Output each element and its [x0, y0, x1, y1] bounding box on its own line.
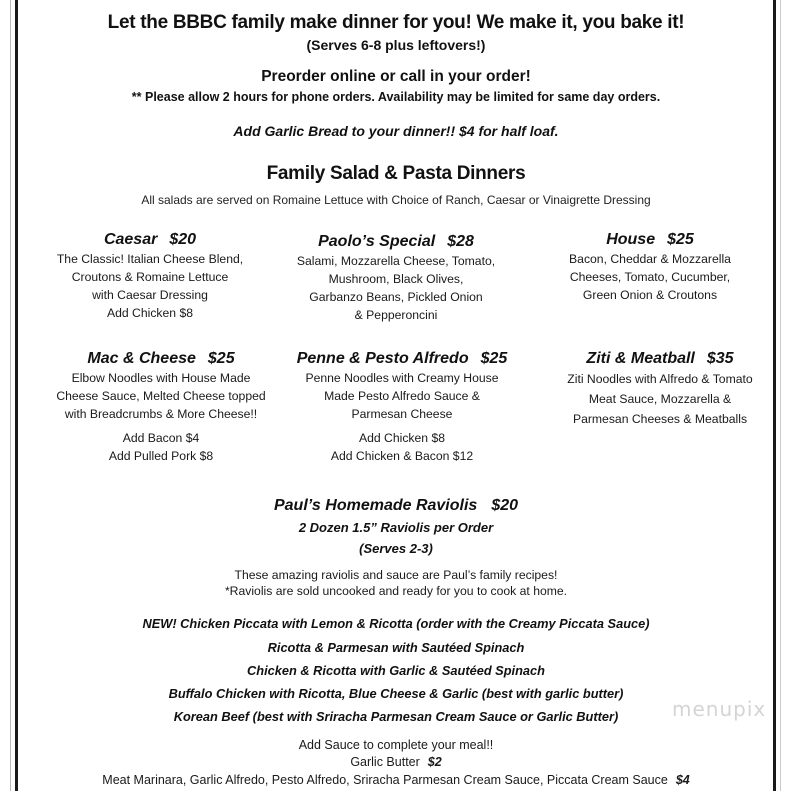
description-line: Made Pesto Alfredo Sauce &: [324, 389, 480, 403]
item-price: $20: [169, 231, 197, 248]
item-name: Paolo’s Special: [318, 233, 436, 250]
description-line: Ziti Noodles with Alfredo & Tomato: [567, 372, 753, 386]
menu-item-mac-and-cheese: [30, 348, 292, 465]
phone-order-notice: ** Please allow 2 hours for phone orders. Availability may be limited for same day orders.: [131, 90, 661, 104]
sauce-others: [0, 773, 792, 787]
menu-item-paolos-special: [271, 231, 521, 324]
item-description: [30, 250, 270, 322]
headline: Let the BBBC family make dinner for you! We make it, you bake it!: [107, 12, 685, 33]
description-line: Bacon, Cheddar & Mozzarella: [569, 252, 731, 266]
description-line: Croutons & Romaine Lettuce: [71, 270, 229, 284]
description-line: & Pepperoncini: [354, 308, 438, 322]
item-price: $25: [207, 350, 235, 367]
item-title: [535, 229, 765, 250]
description-line: Green Onion & Croutons: [582, 288, 718, 302]
ravioli-name: Paul’s Homemade Raviolis: [273, 497, 478, 514]
item-price: $25: [667, 231, 694, 248]
item-price: $25: [480, 350, 508, 367]
item-title: [287, 348, 517, 369]
ravioli-price: $20: [491, 497, 519, 514]
description-line: Cheeses, Tomato, Cucumber,: [569, 270, 731, 284]
description-line: Penne Noodles with Creamy House: [305, 371, 499, 385]
description-line: Parmesan Cheese: [351, 407, 453, 421]
item-price: $35: [706, 350, 734, 367]
item-title: [30, 348, 292, 369]
ravioli-title: [0, 497, 792, 515]
item-description: [271, 252, 521, 324]
garlic-bread-offer: Add Garlic Bread to your dinner!! $4 for half loaf.: [233, 123, 559, 139]
addon-line: Add Pulled Pork $8: [108, 449, 214, 463]
sauce-intro: Add Sauce to complete your meal!!: [298, 738, 494, 752]
item-name: Penne & Pesto Alfredo: [296, 350, 469, 367]
description-line: Mushroom, Black Olives,: [328, 272, 464, 286]
ravioli-per-order: 2 Dozen 1.5” Raviolis per Order: [298, 520, 494, 535]
item-addons: [30, 429, 292, 465]
ravioli-flavor: Ricotta & Parmesan with Sautéed Spinach: [267, 640, 525, 655]
item-name: House: [606, 231, 656, 248]
description-line: Add Chicken $8: [106, 306, 194, 320]
ravioli-serves: (Serves 2-3): [359, 541, 433, 556]
menu-item-penne-pesto-alfredo: [287, 348, 517, 465]
item-description: [30, 369, 292, 423]
description-line: Elbow Noodles with House Made: [71, 371, 251, 385]
description-line: Meat Sauce, Mozzarella &: [588, 392, 732, 406]
ravioli-flavor: NEW! Chicken Piccata with Lemon & Ricotta (order with the Creamy Piccata Sauce): [142, 616, 650, 631]
description-line: The Classic! Italian Cheese Blend,: [56, 252, 244, 266]
sauce-name: Garlic Butter: [350, 755, 420, 769]
addon-line: Add Chicken & Bacon $12: [330, 449, 474, 463]
ravioli-flavor: Buffalo Chicken with Ricotta, Blue Cheese & Garlic (best with garlic butter): [168, 686, 624, 701]
item-description: [287, 369, 517, 423]
sauce-garlic-butter: [0, 755, 792, 769]
item-description: [535, 250, 765, 304]
item-price: $28: [447, 233, 474, 250]
description-line: Parmesan Cheeses & Meatballs: [572, 412, 748, 426]
item-name: Caesar: [103, 231, 158, 248]
addon-line: Add Chicken $8: [358, 431, 446, 445]
ravioli-flavor: Korean Beef (best with Sriracha Parmesan Cream Sauce or Garlic Butter): [173, 709, 619, 724]
item-name: Mac & Cheese: [87, 350, 196, 367]
ravioli-note-recipes: These amazing raviolis and sauce are Paul’s family recipes!: [234, 568, 558, 582]
sauce-names: Meat Marinara, Garlic Alfredo, Pesto Alfredo, Sriracha Parmesan Cream Sauce, Piccata Cream Sauce: [102, 773, 668, 787]
item-addons: [287, 429, 517, 465]
sauce-price: $4: [675, 773, 690, 787]
description-line: with Caesar Dressing: [92, 288, 208, 302]
section-subtitle: All salads are served on Romaine Lettuce with Choice of Ranch, Caesar or Vinaigrette Dressing: [141, 193, 651, 207]
watermark-logo: menupix: [672, 697, 767, 721]
item-title: [30, 229, 270, 250]
serves-note: (Serves 6-8 plus leftovers!): [306, 37, 486, 53]
item-description: [538, 369, 782, 429]
addon-line: Add Bacon $4: [122, 431, 200, 445]
menu-item-house: [535, 229, 765, 304]
ravioli-flavor: Chicken & Ricotta with Garlic & Sautéed Spinach: [247, 663, 545, 678]
description-line: Salami, Mozzarella Cheese, Tomato,: [296, 254, 496, 268]
section-title: Family Salad & Pasta Dinners: [266, 163, 526, 184]
item-title: [271, 231, 521, 252]
description-line: Cheese Sauce, Melted Cheese topped: [56, 389, 266, 403]
preorder-heading: Preorder online or call in your order!: [261, 68, 531, 85]
menu-item-ziti-meatball: [538, 348, 782, 429]
description-line: with Breadcrumbs & More Cheese!!: [64, 407, 258, 421]
description-line: Garbanzo Beans, Pickled Onion: [309, 290, 483, 304]
item-name: Ziti & Meatball: [586, 350, 695, 367]
sauce-price: $2: [427, 755, 442, 769]
ravioli-note-uncooked: *Raviolis are sold uncooked and ready for you to cook at home.: [224, 584, 568, 598]
menu-item-caesar: [30, 229, 270, 322]
item-title: [538, 348, 782, 369]
